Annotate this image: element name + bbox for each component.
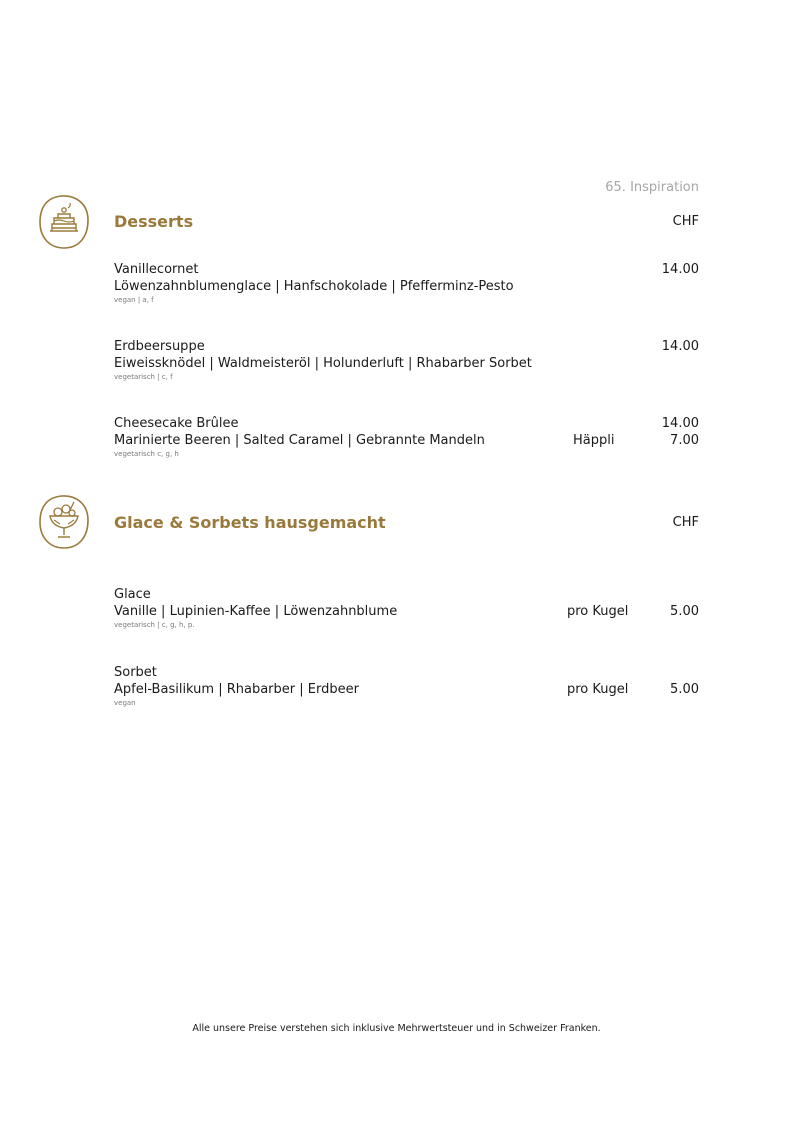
menu-item-unit: pro Kugel xyxy=(567,682,629,697)
menu-item-tags: vegetarisch | c, f xyxy=(114,373,173,381)
menu-item-name: Vanillecornet xyxy=(114,262,199,277)
menu-item-description: Löwenzahnblumenglace | Hanfschokolade | Pfefferminz-Pesto xyxy=(114,279,514,294)
menu-item-tags: vegan | a, f xyxy=(114,296,154,304)
menu-item-description: Marinierte Beeren | Salted Caramel | Gebrannte Mandeln xyxy=(114,433,485,448)
menu-item-name: Glace xyxy=(114,587,151,602)
footer-note: Alle unsere Preise verstehen sich inklusive Mehrwertsteuer und in Schweizer Franken. xyxy=(192,1023,601,1034)
menu-item-price: 5.00 xyxy=(670,604,699,619)
menu-item-price: 5.00 xyxy=(670,682,699,697)
menu-item-tags: vegetarisch | c, g, h, p. xyxy=(114,621,195,629)
menu-item-unit: pro Kugel xyxy=(567,604,629,619)
section-title-glace: Glace & Sorbets hausgemacht xyxy=(114,513,386,532)
menu-item-price: 14.00 xyxy=(661,416,699,431)
menu-item-price: 14.00 xyxy=(661,339,699,354)
currency-label: CHF xyxy=(672,214,699,229)
menu-item-description: Vanille | Lupinien-Kaffee | Löwenzahnblume xyxy=(114,604,398,619)
menu-item-tags: vegan xyxy=(114,699,136,707)
menu-item-name: Sorbet xyxy=(114,665,157,680)
menu-item-name: Cheesecake Brûlee xyxy=(114,416,239,431)
ice-cream-sundae-icon xyxy=(38,494,90,550)
currency-label: CHF xyxy=(672,515,699,530)
section-title-desserts: Desserts xyxy=(114,212,194,231)
menu-item-portion-price: 7.00 xyxy=(670,433,699,448)
menu-item-tags: vegetarisch c, g, h xyxy=(114,450,179,458)
menu-item-description: Apfel-Basilikum | Rhabarber | Erdbeer xyxy=(114,682,359,697)
menu-item-price: 14.00 xyxy=(661,262,699,277)
page-label: 65. Inspiration xyxy=(605,180,699,195)
menu-item-description: Eiweissknödel | Waldmeisteröl | Holunderluft | Rhabarber Sorbet xyxy=(114,356,532,371)
menu-item-name: Erdbeersuppe xyxy=(114,339,205,354)
cake-icon xyxy=(38,194,90,250)
menu-item-portion-label: Häppli xyxy=(573,433,615,448)
